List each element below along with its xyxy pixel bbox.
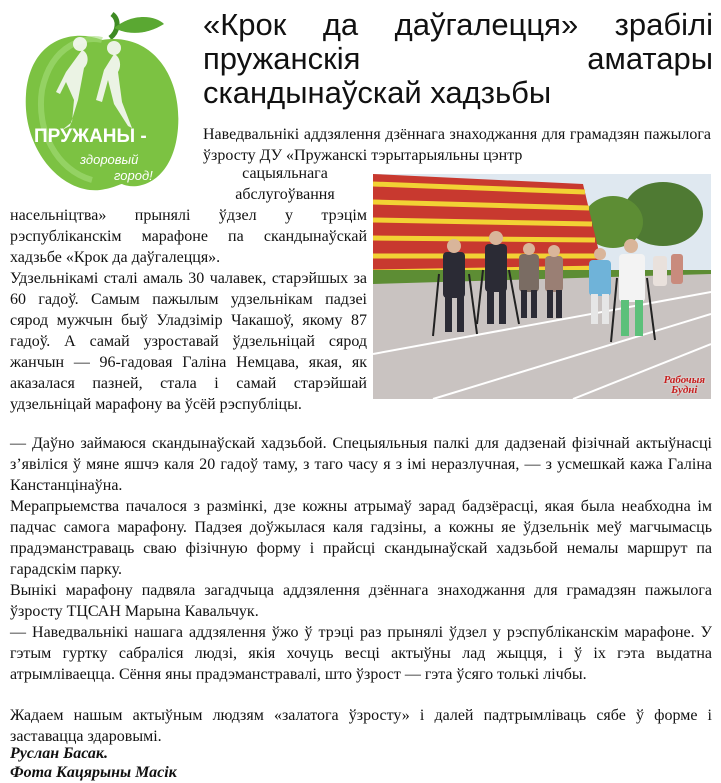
intro-line-c: насельніцтва» прынялі ўдзел у трэцім рэспубліканскім марафоне па скандынаўскай хадзьбе «Крок да даўгалецця». [10,207,367,266]
apple-logo-graphic [22,10,182,196]
photo-watermark-line-2: Будні [671,384,698,396]
logo-main-text: ПРУЖАНЫ - [34,126,147,147]
logo-sub-text-1: здоровый [80,152,139,167]
article-title: «Крок да даўгалецця» зрабілі пружанскія аматары скандынаўскай хадзьбы [203,7,713,110]
paragraph-start: Мерапрыемства пачалося з размінкі, дзе кожны атрымаў зарад бадзёрасці, якая была неабходна ім падчас самога марафону. Падзея доўжылася каля гадзіны, а кожны яе ўдзельнік меў магчымасць прадэманстраваць сваю фізічную форму і прайсці скандынаўскай хадзьбой немалы маршрут па гарадскім парку. [10,498,712,578]
paragraph-head-quote: — Наведвальнікі нашага аддзялення ўжо ў трэці раз прынялі ўдзел у рэспубліканскім марафоне. У гэтым гуртку сабраліся людзі, якія хочуць весці актыўны лад жыцця, і ў іх гэта выдатна атрымліваецца. Сёння яны прадэманстравалі, што ўзрост — гэта ўсяго толькі лічбы. [10,624,712,683]
intro-line-b: сацыяльнага абслугоўвання [235,165,335,203]
photo-watermark [664,375,705,395]
paragraph-results: Вынікі марафону падвяла загадчыца аддзялення дзённага знаходжання для грамадзян пажылога ўзросту ТЦСАН Марына Кавальчук. [10,582,712,620]
logo [22,10,182,196]
walkers-photo-graphic [373,174,711,399]
photo-credit: Фота Кацярыны Масік [10,764,177,781]
paragraph-quote: — Даўно займаюся скандынаўскай хадзьбой. Спецыяльныя палкі для дадзенай фізічнай актыўнасці з’явіліся ў мяне яшчэ каля 20 гадоў таму, з таго часу я з імі неразлучная, — з усмешкай кажа Галіна Канстанцінаўна. [10,435,712,494]
logo-sub-text-2: город! [114,168,153,183]
photo-watermark-line-1: Рабочыя [663,374,705,386]
author-signature: Руслан Басак. [10,745,109,762]
paragraph-wish: Жадаем нашым актыўным людзям «залатога ўзросту» і далей падтрымліваць сябе ў форме і заставацца здаровымі. [10,707,712,745]
intro-line-a: Наведвальнікі аддзялення дзённага знаходжання для грамадзян пажылога ўзросту ДУ «Пружанскі тэрытарыяльны цэнтр [203,126,711,164]
article-photo [373,174,711,399]
paragraph-participants: Удзельнікамі сталі амаль 30 чалавек, старэйшых за 60 гадоў. Самым пажылым удзельнікам падзеі сярод мужчын быў Уладзімір Чакашоў, якому 87 гадоў. А самай узроставай ўдзельніцай сярод жанчын — 96-гадовая Галіна Немцава, якая, як аказалася пазней, стала і самай старэйшай удзельніцай марафону ва ўсёй рэспубліцы. [10,270,367,413]
